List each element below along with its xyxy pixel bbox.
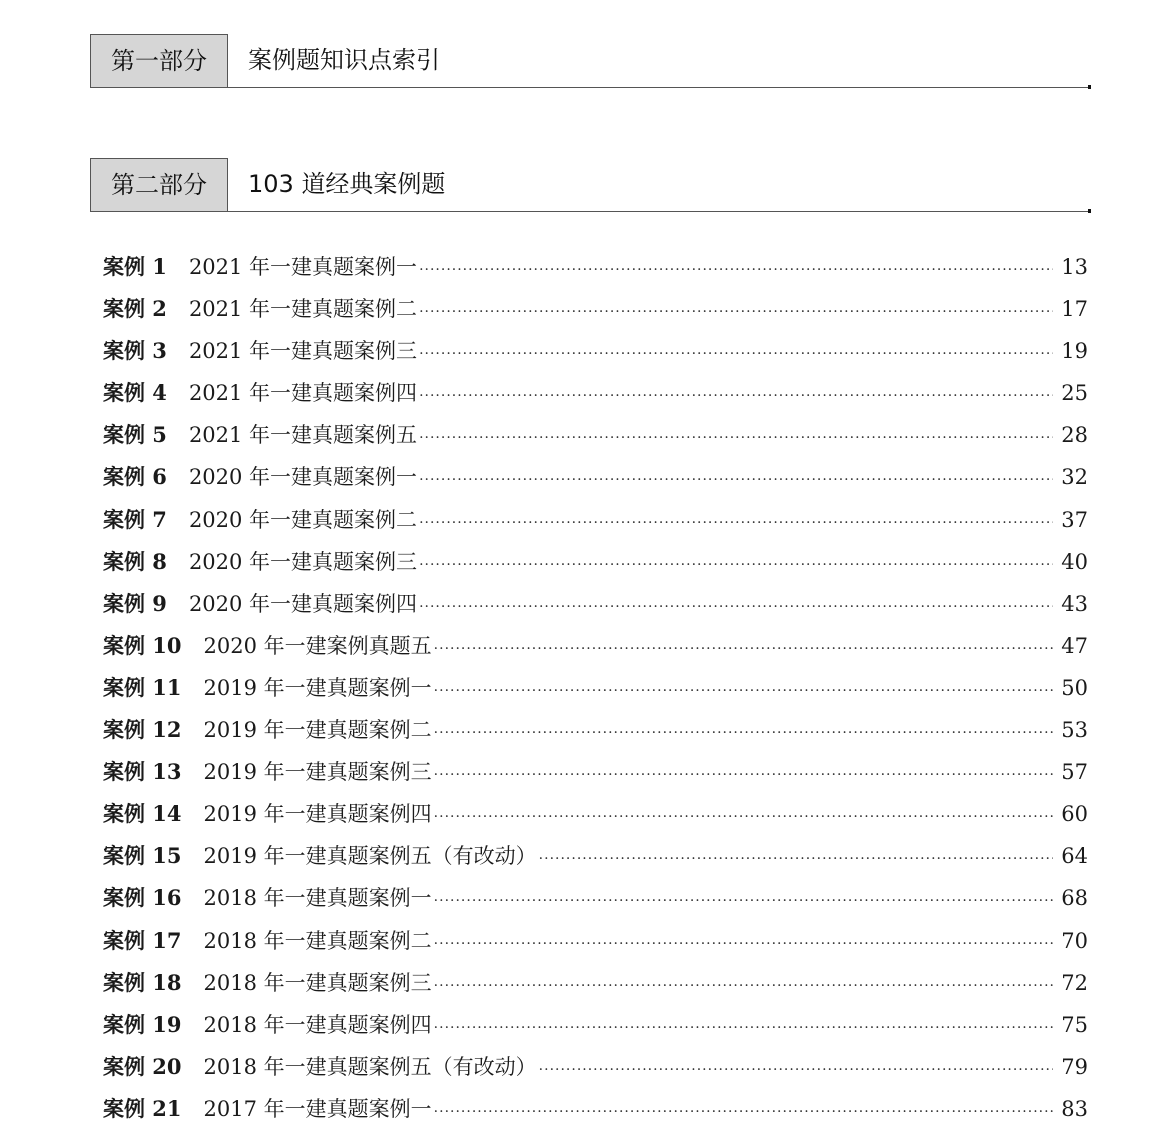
dot-leader — [539, 838, 1054, 880]
toc-entry-label: 案例 9 — [103, 590, 167, 616]
dot-leader — [419, 459, 1053, 501]
dot-leader — [434, 880, 1054, 922]
toc-entry-label: 案例 4 — [103, 380, 167, 406]
toc-entry-page-number: 53 — [1061, 718, 1088, 743]
toc-entry[interactable] — [103, 456, 1088, 498]
dot-leader — [434, 796, 1054, 838]
part-title[interactable]: 案例题知识点索引 — [248, 46, 440, 74]
heading-rule — [228, 211, 1090, 212]
toc-entry-label: 案例 2 — [103, 296, 167, 322]
toc-entry-title: 2018 年一建真题案例三 — [203, 970, 432, 995]
toc-entry-page-number: 25 — [1061, 381, 1088, 406]
toc-entry-title: 2018 年一建真题案例五（有改动） — [203, 1054, 537, 1079]
toc-entry-page-number: 64 — [1061, 844, 1088, 869]
toc-entry-page-number: 57 — [1061, 760, 1088, 785]
dot-leader — [419, 502, 1053, 544]
toc-entry[interactable] — [103, 246, 1088, 288]
rule-end-mark — [1088, 209, 1091, 213]
toc-entry-label: 案例 13 — [103, 759, 182, 785]
toc-entry-page-number: 72 — [1061, 970, 1088, 995]
toc-entry-label: 案例 7 — [103, 506, 167, 532]
toc-entry[interactable] — [103, 793, 1088, 835]
toc-entry-page-number: 50 — [1061, 675, 1088, 700]
dot-leader — [434, 670, 1054, 712]
dot-leader — [434, 1007, 1054, 1049]
toc-entry[interactable] — [103, 625, 1088, 667]
toc-entry-title: 2020 年一建真题案例三 — [188, 549, 418, 574]
dot-leader — [434, 965, 1054, 1007]
toc-entry[interactable] — [103, 1046, 1088, 1088]
dot-leader — [419, 249, 1053, 291]
toc-entry-label: 案例 18 — [103, 969, 182, 995]
toc-entry[interactable] — [103, 877, 1088, 919]
toc-entry-label: 案例 15 — [103, 843, 182, 869]
toc-entry[interactable] — [103, 835, 1088, 877]
dot-leader — [419, 291, 1053, 333]
toc-entry-label: 案例 14 — [103, 801, 182, 827]
part-label-box: 第二部分 — [90, 158, 228, 212]
toc-entry[interactable] — [103, 709, 1088, 751]
toc-entry-label: 案例 16 — [103, 885, 182, 911]
toc-entry-page-number: 28 — [1061, 423, 1088, 448]
toc-entry-label: 案例 6 — [103, 464, 167, 490]
toc-entry-page-number: 60 — [1061, 802, 1088, 827]
toc-entry-title: 2019 年一建真题案例三 — [203, 760, 432, 785]
toc-entry-page-number: 68 — [1061, 886, 1088, 911]
toc-entry-label: 案例 20 — [103, 1053, 182, 1079]
toc-entry-title: 2019 年一建真题案例五（有改动） — [203, 844, 537, 869]
toc-entry-page-number: 43 — [1061, 591, 1088, 616]
part-title[interactable]: 103 道经典案例题 — [248, 170, 446, 198]
dot-leader — [419, 417, 1053, 459]
toc-entry-page-number: 40 — [1061, 549, 1088, 574]
dot-leader — [434, 628, 1054, 670]
toc-entry-title: 2017 年一建真题案例一 — [203, 1096, 432, 1121]
dot-leader — [434, 754, 1054, 796]
toc-entry-title: 2018 年一建真题案例四 — [203, 1012, 432, 1037]
toc-entry-title: 2021 年一建真题案例二 — [188, 297, 418, 322]
toc-entry-title: 2020 年一建真题案例二 — [188, 507, 418, 532]
toc-entry[interactable] — [103, 372, 1088, 414]
dot-leader — [434, 1091, 1054, 1133]
toc-entry-label: 案例 17 — [103, 927, 182, 953]
toc-entry-label: 案例 19 — [103, 1011, 182, 1037]
toc-entry-page-number: 13 — [1061, 255, 1088, 279]
toc-entry-title: 2021 年一建真题案例五 — [188, 423, 418, 448]
toc-entry[interactable] — [103, 1004, 1088, 1046]
toc-entry[interactable] — [103, 499, 1088, 541]
toc-entry-title: 2021 年一建真题案例一 — [188, 255, 418, 279]
heading-rule — [228, 87, 1090, 88]
dot-leader — [419, 375, 1053, 417]
toc-entry-label: 案例 8 — [103, 548, 167, 574]
toc-entry-page-number: 83 — [1061, 1096, 1088, 1121]
dot-leader — [419, 544, 1053, 586]
toc-entry-title: 2019 年一建真题案例一 — [203, 675, 432, 700]
toc-entry-label: 案例 3 — [103, 338, 167, 364]
table-of-contents — [103, 246, 1088, 1130]
dot-leader — [419, 333, 1053, 375]
dot-leader — [434, 923, 1054, 965]
toc-entry[interactable] — [103, 414, 1088, 456]
toc-entry[interactable] — [103, 751, 1088, 793]
part-one-heading — [90, 34, 1090, 90]
toc-entry-title: 2019 年一建真题案例二 — [203, 718, 432, 743]
toc-entry-page-number: 47 — [1061, 633, 1088, 658]
toc-entry[interactable] — [103, 583, 1088, 625]
part-label-box: 第一部分 — [90, 34, 228, 88]
rule-end-mark — [1088, 85, 1091, 89]
toc-entry[interactable] — [103, 288, 1088, 330]
toc-entry-label: 案例 12 — [103, 717, 182, 743]
dot-leader — [434, 712, 1054, 754]
toc-entry-page-number: 32 — [1061, 465, 1088, 490]
toc-entry-title: 2018 年一建真题案例二 — [203, 928, 432, 953]
toc-entry[interactable] — [103, 541, 1088, 583]
toc-entry-page-number: 37 — [1061, 507, 1088, 532]
toc-entry-title: 2020 年一建真题案例一 — [188, 465, 418, 490]
toc-entry-label: 案例 11 — [103, 674, 182, 700]
toc-entry-page-number: 17 — [1061, 297, 1088, 322]
toc-entry[interactable] — [103, 1088, 1088, 1130]
dot-leader — [419, 586, 1053, 628]
toc-entry-page-number: 75 — [1061, 1012, 1088, 1037]
toc-entry-label: 案例 21 — [103, 1095, 182, 1121]
toc-entry-page-number: 79 — [1061, 1054, 1088, 1079]
toc-entry-label: 案例 5 — [103, 422, 167, 448]
toc-entry-title: 2019 年一建真题案例四 — [203, 802, 432, 827]
toc-entry-page-number: 19 — [1061, 339, 1088, 364]
toc-entry[interactable] — [103, 920, 1088, 962]
toc-entry-title: 2018 年一建真题案例一 — [203, 886, 432, 911]
toc-entry-label: 案例 10 — [103, 632, 182, 658]
toc-entry-title: 2021 年一建真题案例四 — [188, 381, 418, 406]
toc-entry-label: 案例 1 — [103, 254, 167, 279]
toc-entry[interactable] — [103, 330, 1088, 372]
toc-entry[interactable] — [103, 962, 1088, 1004]
part-two-heading — [90, 158, 1090, 214]
toc-entry-title: 2020 年一建案例真题五 — [203, 633, 432, 658]
dot-leader — [539, 1049, 1054, 1091]
toc-entry-title: 2021 年一建真题案例三 — [188, 339, 418, 364]
toc-entry-title: 2020 年一建真题案例四 — [188, 591, 418, 616]
toc-entry[interactable] — [103, 667, 1088, 709]
toc-entry-page-number: 70 — [1061, 928, 1088, 953]
